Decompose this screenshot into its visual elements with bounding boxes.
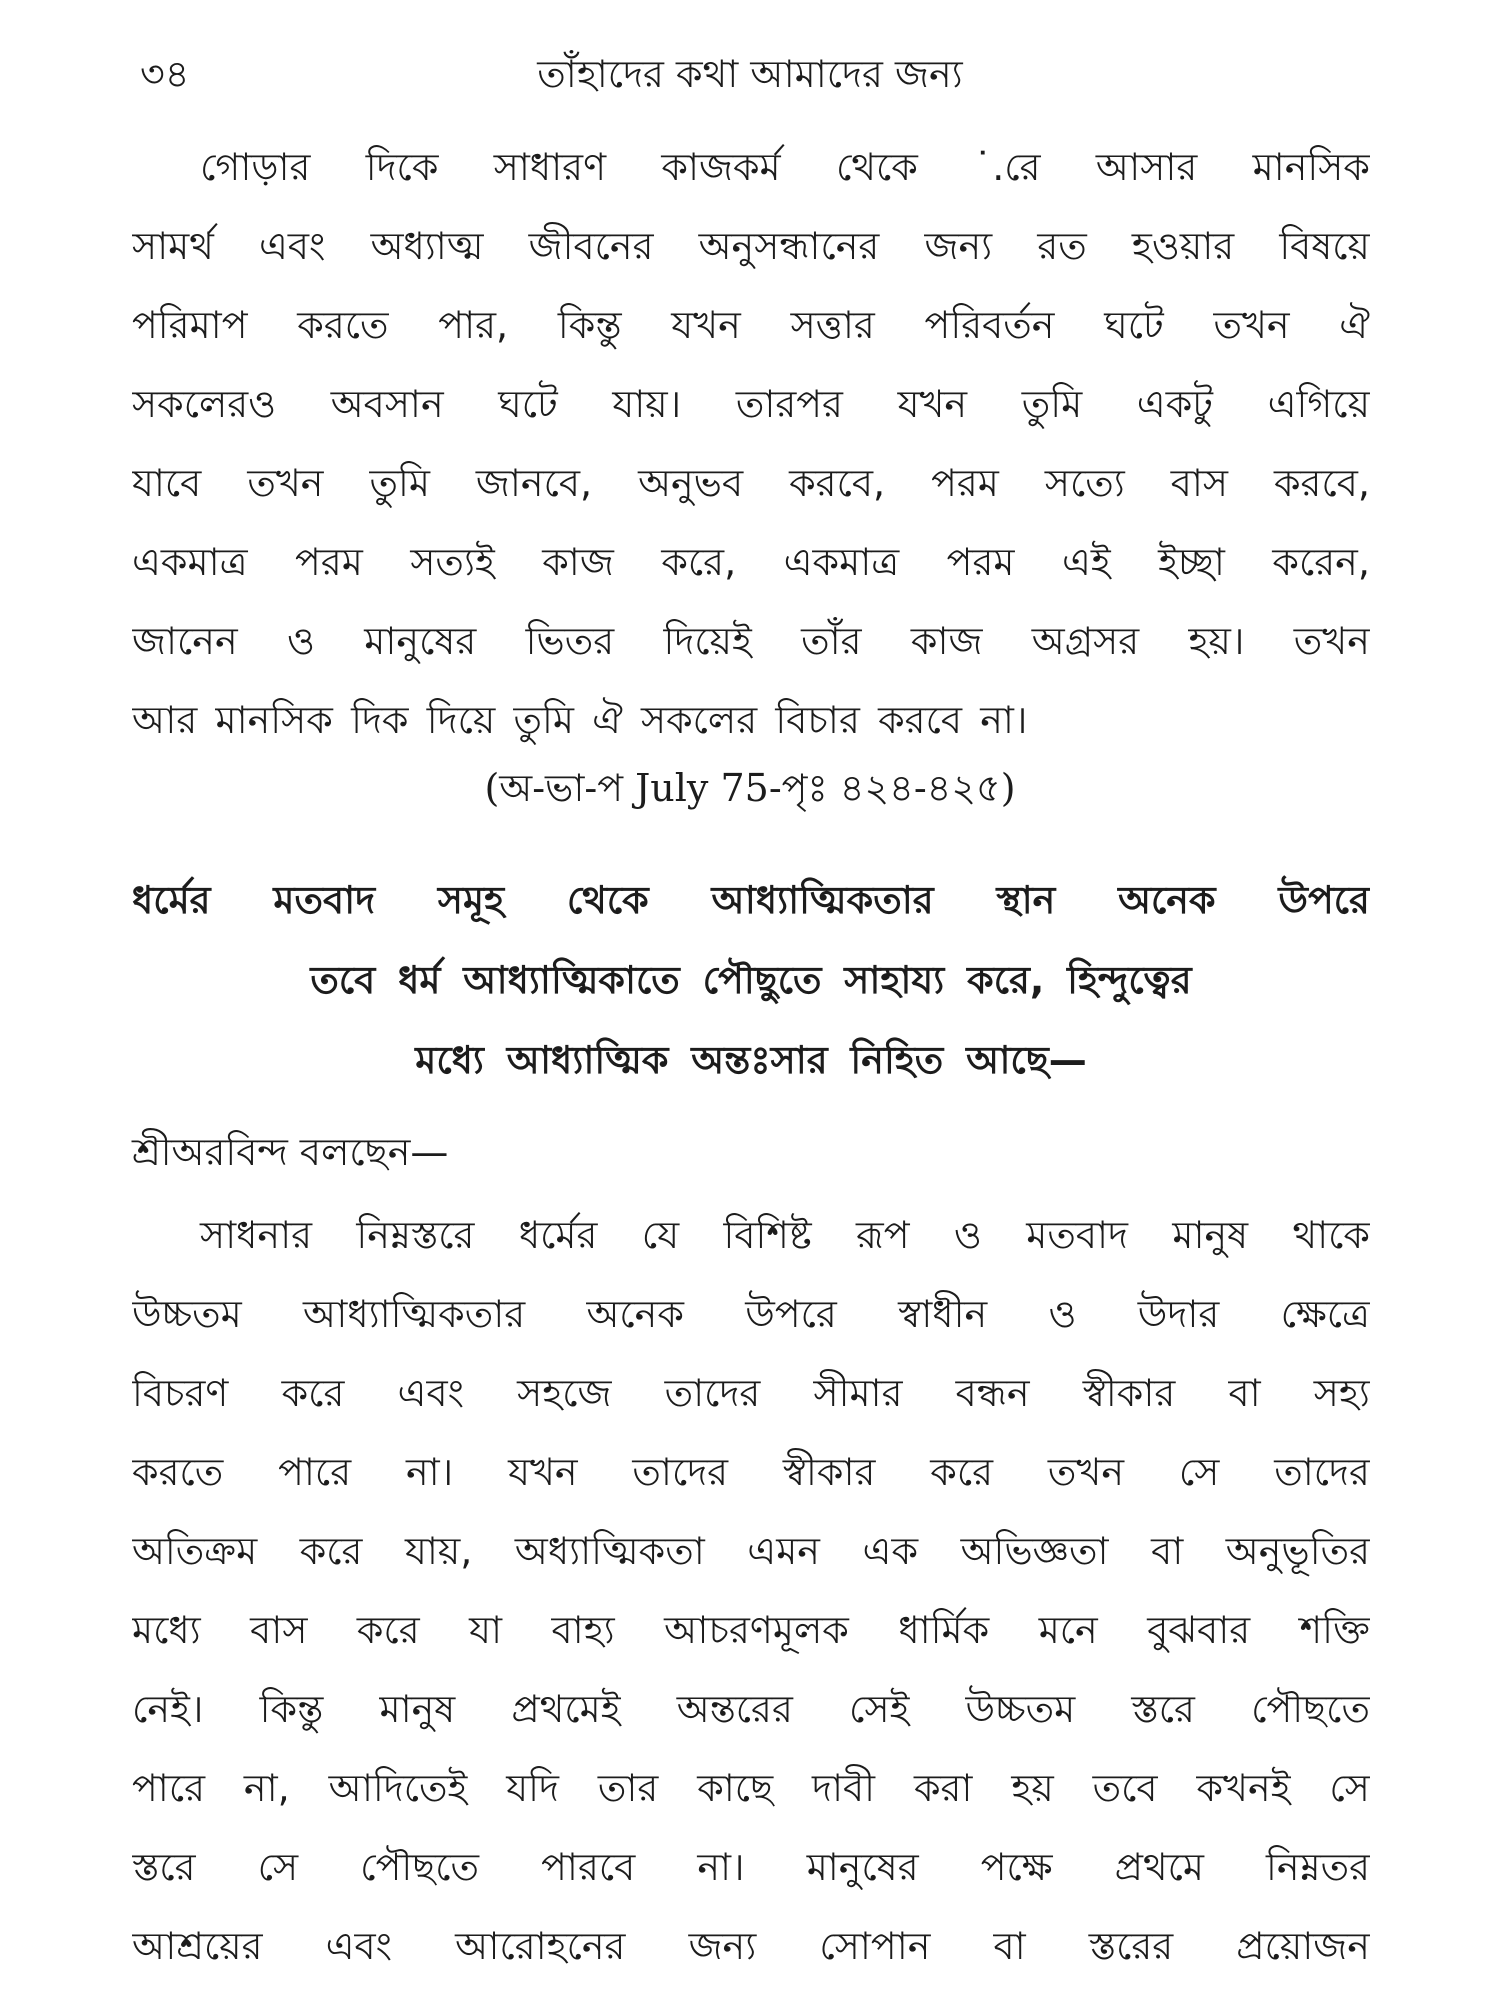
word: অন্তঃসার	[691, 1038, 828, 1082]
heading-line	[132, 1020, 1370, 1100]
word: যে	[641, 1213, 680, 1257]
word: সীমার	[813, 1371, 903, 1415]
section-heading	[132, 860, 1370, 1100]
word: ধর্মের	[518, 1213, 598, 1257]
word: বাস	[1170, 461, 1228, 505]
word: ঘটে	[1104, 303, 1164, 347]
word: যখন	[897, 382, 968, 426]
word: বুঝবার	[1147, 1608, 1251, 1652]
word: তার	[597, 1766, 659, 1810]
word: পরম	[931, 461, 999, 505]
citation: (অ-ভা-প July 75-পৃঃ ৪২৪-৪২৫)	[484, 766, 1016, 810]
word: ঘটে	[498, 382, 558, 426]
word: দিক	[351, 698, 409, 742]
text-line	[132, 1512, 1370, 1591]
word: আসার	[1095, 145, 1198, 189]
word: সত্যই	[410, 540, 495, 584]
word: সকলের	[640, 698, 758, 742]
text-line	[132, 602, 1370, 681]
text-line	[132, 1591, 1370, 1670]
text-line	[132, 1354, 1370, 1433]
word: মানুষের	[806, 1845, 919, 1889]
paragraph-2	[132, 1196, 1370, 1986]
word: সত্যে	[1044, 461, 1125, 505]
word: না।	[697, 1845, 745, 1889]
word: স্বীকার	[782, 1450, 876, 1494]
word: পৌছতে	[360, 1845, 480, 1889]
word: সে	[257, 1845, 299, 1889]
word: অধ্যাত্ম	[370, 224, 484, 268]
word: জন্য	[688, 1924, 757, 1968]
text-line	[132, 286, 1370, 365]
word: যা	[469, 1608, 503, 1652]
text-line	[132, 1275, 1370, 1354]
word: করে	[299, 1529, 363, 1573]
word: করবে,	[1273, 461, 1370, 505]
word: তখন	[1293, 619, 1370, 663]
word: মনে	[1038, 1608, 1098, 1652]
heading-line	[132, 860, 1370, 940]
word: পার,	[438, 303, 509, 347]
word: ধর্ম	[398, 958, 441, 1002]
word: স্তরে	[1131, 1687, 1195, 1731]
word: করে	[281, 1371, 345, 1415]
word: যায়,	[405, 1529, 473, 1573]
word: অধ্যাত্মিকতা	[514, 1529, 705, 1573]
word: উদার	[1137, 1292, 1220, 1336]
word: নিহিত	[850, 1038, 944, 1082]
word: স্তরে	[132, 1845, 196, 1889]
word: পারবে	[541, 1845, 636, 1889]
word: বাহ্য	[551, 1608, 615, 1652]
word: পারে	[278, 1450, 352, 1494]
word: নিম্নস্তরে	[356, 1213, 475, 1257]
word: কাজকর্ম	[661, 145, 781, 189]
word: অনেক	[586, 1292, 684, 1336]
word: একমাত্র	[132, 540, 248, 584]
word: যায়।	[612, 382, 682, 426]
word: ও	[953, 1213, 982, 1257]
word: প্রথমে	[1114, 1845, 1204, 1889]
page-number: ৩৪	[140, 52, 190, 96]
word: ভিতর	[525, 619, 615, 663]
word: বন্ধন	[955, 1371, 1030, 1415]
word: আর	[132, 698, 198, 742]
word: পৌছতে	[1251, 1687, 1370, 1731]
word: সেই	[849, 1687, 910, 1731]
word: থেকে	[566, 878, 649, 922]
word: একমাত্র	[783, 540, 900, 584]
word: অবসান	[330, 382, 444, 426]
text-line	[132, 1749, 1370, 1828]
word: ঐ	[1339, 303, 1370, 347]
word: সত্তার	[790, 303, 875, 347]
word: স্বীকার	[1082, 1371, 1176, 1415]
paragraph-1	[132, 128, 1370, 760]
word: বা	[1228, 1371, 1261, 1415]
word: সহ্য	[1313, 1371, 1370, 1415]
text-line	[132, 1828, 1370, 1907]
word: স্থান	[996, 878, 1056, 922]
word: তবে	[310, 958, 376, 1002]
word: অনুসন্ধানের	[698, 224, 880, 268]
word: আধ্যাত্মিকতার	[711, 878, 934, 922]
word: যাবে	[132, 461, 202, 505]
word: জানেন	[132, 619, 238, 663]
word: হয়।	[1188, 619, 1245, 663]
heading-line	[132, 940, 1370, 1020]
word: করতে	[297, 303, 389, 347]
word: সাধারণ	[493, 145, 607, 189]
word: অনুভব	[638, 461, 744, 505]
word: মানুষ	[379, 1687, 456, 1731]
word: প্রয়োজন	[1236, 1924, 1370, 1968]
word: জন্য	[924, 224, 993, 268]
word: শক্তি	[1299, 1608, 1370, 1652]
word: পরম	[946, 540, 1015, 584]
word: রূপ	[856, 1213, 910, 1257]
word: মতবাদ	[273, 878, 376, 922]
word: সে	[1329, 1766, 1370, 1810]
word: অনুভূতির	[1225, 1529, 1370, 1573]
word: সামর্থ	[132, 224, 214, 268]
word: তুমি	[513, 698, 574, 742]
word: তাঁর	[801, 619, 862, 663]
word: বা	[993, 1924, 1026, 1968]
word: এবং	[259, 224, 326, 268]
word: মানুষ	[1172, 1213, 1249, 1257]
word: তখন	[1213, 303, 1290, 347]
word: আধ্যাত্মিকতার	[303, 1292, 526, 1336]
word: না।	[405, 1450, 454, 1494]
word: বা	[1151, 1529, 1184, 1573]
word: মতবাদ	[1026, 1213, 1128, 1257]
text-line	[132, 1196, 1370, 1275]
text-line	[132, 1670, 1370, 1749]
attribution: শ্রীঅরবিন্দ বলছেন—	[132, 1130, 449, 1174]
word: করবে	[878, 698, 962, 742]
word: স্বাধীন	[898, 1292, 988, 1336]
word: থাকে	[1292, 1213, 1370, 1257]
word: পৌছুতে	[702, 958, 822, 1002]
word: তবে	[1092, 1766, 1158, 1810]
word: করে	[356, 1608, 420, 1652]
word: ঐ	[592, 698, 623, 742]
word: কাজ	[910, 619, 983, 663]
word: সাহায্য	[844, 958, 945, 1002]
word: বিচার	[775, 698, 860, 742]
word: তুমি	[1021, 382, 1083, 426]
word: তারপর	[735, 382, 843, 426]
word: উপরে	[745, 1292, 837, 1336]
word: পরিবর্তন	[924, 303, 1055, 347]
word: সহজে	[517, 1371, 612, 1415]
word: বিচরণ	[132, 1371, 229, 1415]
word: অগ্রসর	[1031, 619, 1140, 663]
word: পারে	[132, 1766, 205, 1810]
word: উচ্চতম	[965, 1687, 1076, 1731]
word: তাদের	[1274, 1450, 1370, 1494]
word: ইচ্ছা	[1158, 540, 1225, 584]
word: ˙.রে	[973, 145, 1041, 189]
word: না।	[980, 698, 1028, 742]
word: গোড়ার	[200, 145, 311, 189]
word: করে,	[967, 958, 1045, 1002]
word: করতে	[132, 1450, 224, 1494]
word: করে,	[661, 540, 737, 584]
word: রত	[1037, 224, 1087, 268]
word: না,	[243, 1766, 290, 1810]
word: ধার্মিক	[898, 1608, 990, 1652]
word: যদি	[506, 1766, 559, 1810]
word: হিন্দুত্বের	[1067, 958, 1192, 1002]
word: মানুষের	[364, 619, 477, 663]
word: অতিক্রম	[132, 1529, 258, 1573]
word: এমন	[747, 1529, 820, 1573]
word: মানসিক	[215, 698, 333, 742]
word: সকলেরও	[132, 382, 277, 426]
word: যখন	[508, 1450, 578, 1494]
word: অনেক	[1118, 878, 1216, 922]
word: এগিয়ে	[1267, 382, 1370, 426]
word: জানবে,	[475, 461, 593, 505]
word: তখন	[247, 461, 324, 505]
word: দিকে	[365, 145, 439, 189]
word: ও	[1048, 1292, 1077, 1336]
word: মধ্যে	[415, 1038, 484, 1082]
word: নিম্নতর	[1266, 1845, 1370, 1889]
word: পরিমাপ	[132, 303, 248, 347]
word: আচরণমূলক	[664, 1608, 849, 1652]
word: আধ্যাত্মিকাতে	[463, 958, 680, 1002]
word: এবং	[325, 1924, 393, 1968]
word: নেই।	[132, 1687, 204, 1731]
text-line	[132, 1907, 1370, 1986]
word: করা	[913, 1766, 973, 1810]
word: সোপান	[819, 1924, 931, 1968]
text-line	[132, 444, 1370, 523]
word: উপরে	[1278, 878, 1370, 922]
word: আদিতেই	[328, 1766, 468, 1810]
word: হওয়ার	[1131, 224, 1235, 268]
text-line	[132, 365, 1370, 444]
word: অভিজ্ঞতা	[960, 1529, 1109, 1573]
word: এক	[862, 1529, 919, 1573]
word: কিন্তু	[259, 1687, 324, 1731]
page-header	[0, 44, 1500, 104]
word: পরম	[295, 540, 363, 584]
word: এই	[1061, 540, 1111, 584]
word: বাস	[250, 1608, 308, 1652]
word: আশ্রয়ের	[132, 1924, 263, 1968]
word: কখনই	[1196, 1766, 1291, 1810]
word: আছে—	[966, 1038, 1087, 1082]
word: জীবনের	[528, 224, 654, 268]
word: বিশিষ্ট	[723, 1213, 812, 1257]
text-line	[132, 523, 1370, 602]
word: ধর্মের	[132, 878, 211, 922]
word: তখন	[1047, 1450, 1125, 1494]
word: ক্ষেত্রে	[1280, 1292, 1370, 1336]
word: তাদের	[664, 1371, 761, 1415]
word: কিন্তু	[557, 303, 622, 347]
text-line	[132, 1433, 1370, 1512]
word: কাছে	[697, 1766, 774, 1810]
word: তুমি	[369, 461, 430, 505]
word: থেকে	[835, 145, 918, 189]
word: সমূহ	[437, 878, 505, 922]
word: মানসিক	[1252, 145, 1370, 189]
word: দিয়ে	[426, 698, 496, 742]
word: পক্ষে	[980, 1845, 1053, 1889]
word: মধ্যে	[132, 1608, 201, 1652]
word: বিষয়ে	[1279, 224, 1370, 268]
word: উচ্চতম	[132, 1292, 242, 1336]
word: স্তরের	[1088, 1924, 1174, 1968]
word: হয়	[1011, 1766, 1054, 1810]
word: এবং	[397, 1371, 464, 1415]
running-title: তাঁহাদের কথা আমাদের জন্য	[537, 52, 963, 96]
word: দিয়েই	[663, 619, 752, 663]
text-line	[132, 681, 1370, 760]
word: করে	[930, 1450, 994, 1494]
word: আরোহনের	[455, 1924, 626, 1968]
word: একটু	[1136, 382, 1213, 426]
word: সে	[1178, 1450, 1220, 1494]
text-line	[132, 207, 1370, 286]
word: কাজ	[542, 540, 614, 584]
word: যখন	[671, 303, 741, 347]
text-line	[132, 128, 1370, 207]
word: আধ্যাত্মিক	[506, 1038, 669, 1082]
word: ও	[286, 619, 315, 663]
word: সাধনার	[200, 1213, 313, 1257]
word: তাদের	[632, 1450, 729, 1494]
word: দাবী	[812, 1766, 876, 1810]
word: প্রথমেই	[511, 1687, 621, 1731]
word: করেন,	[1272, 540, 1370, 584]
word: অন্তরের	[676, 1687, 793, 1731]
word: করবে,	[789, 461, 886, 505]
